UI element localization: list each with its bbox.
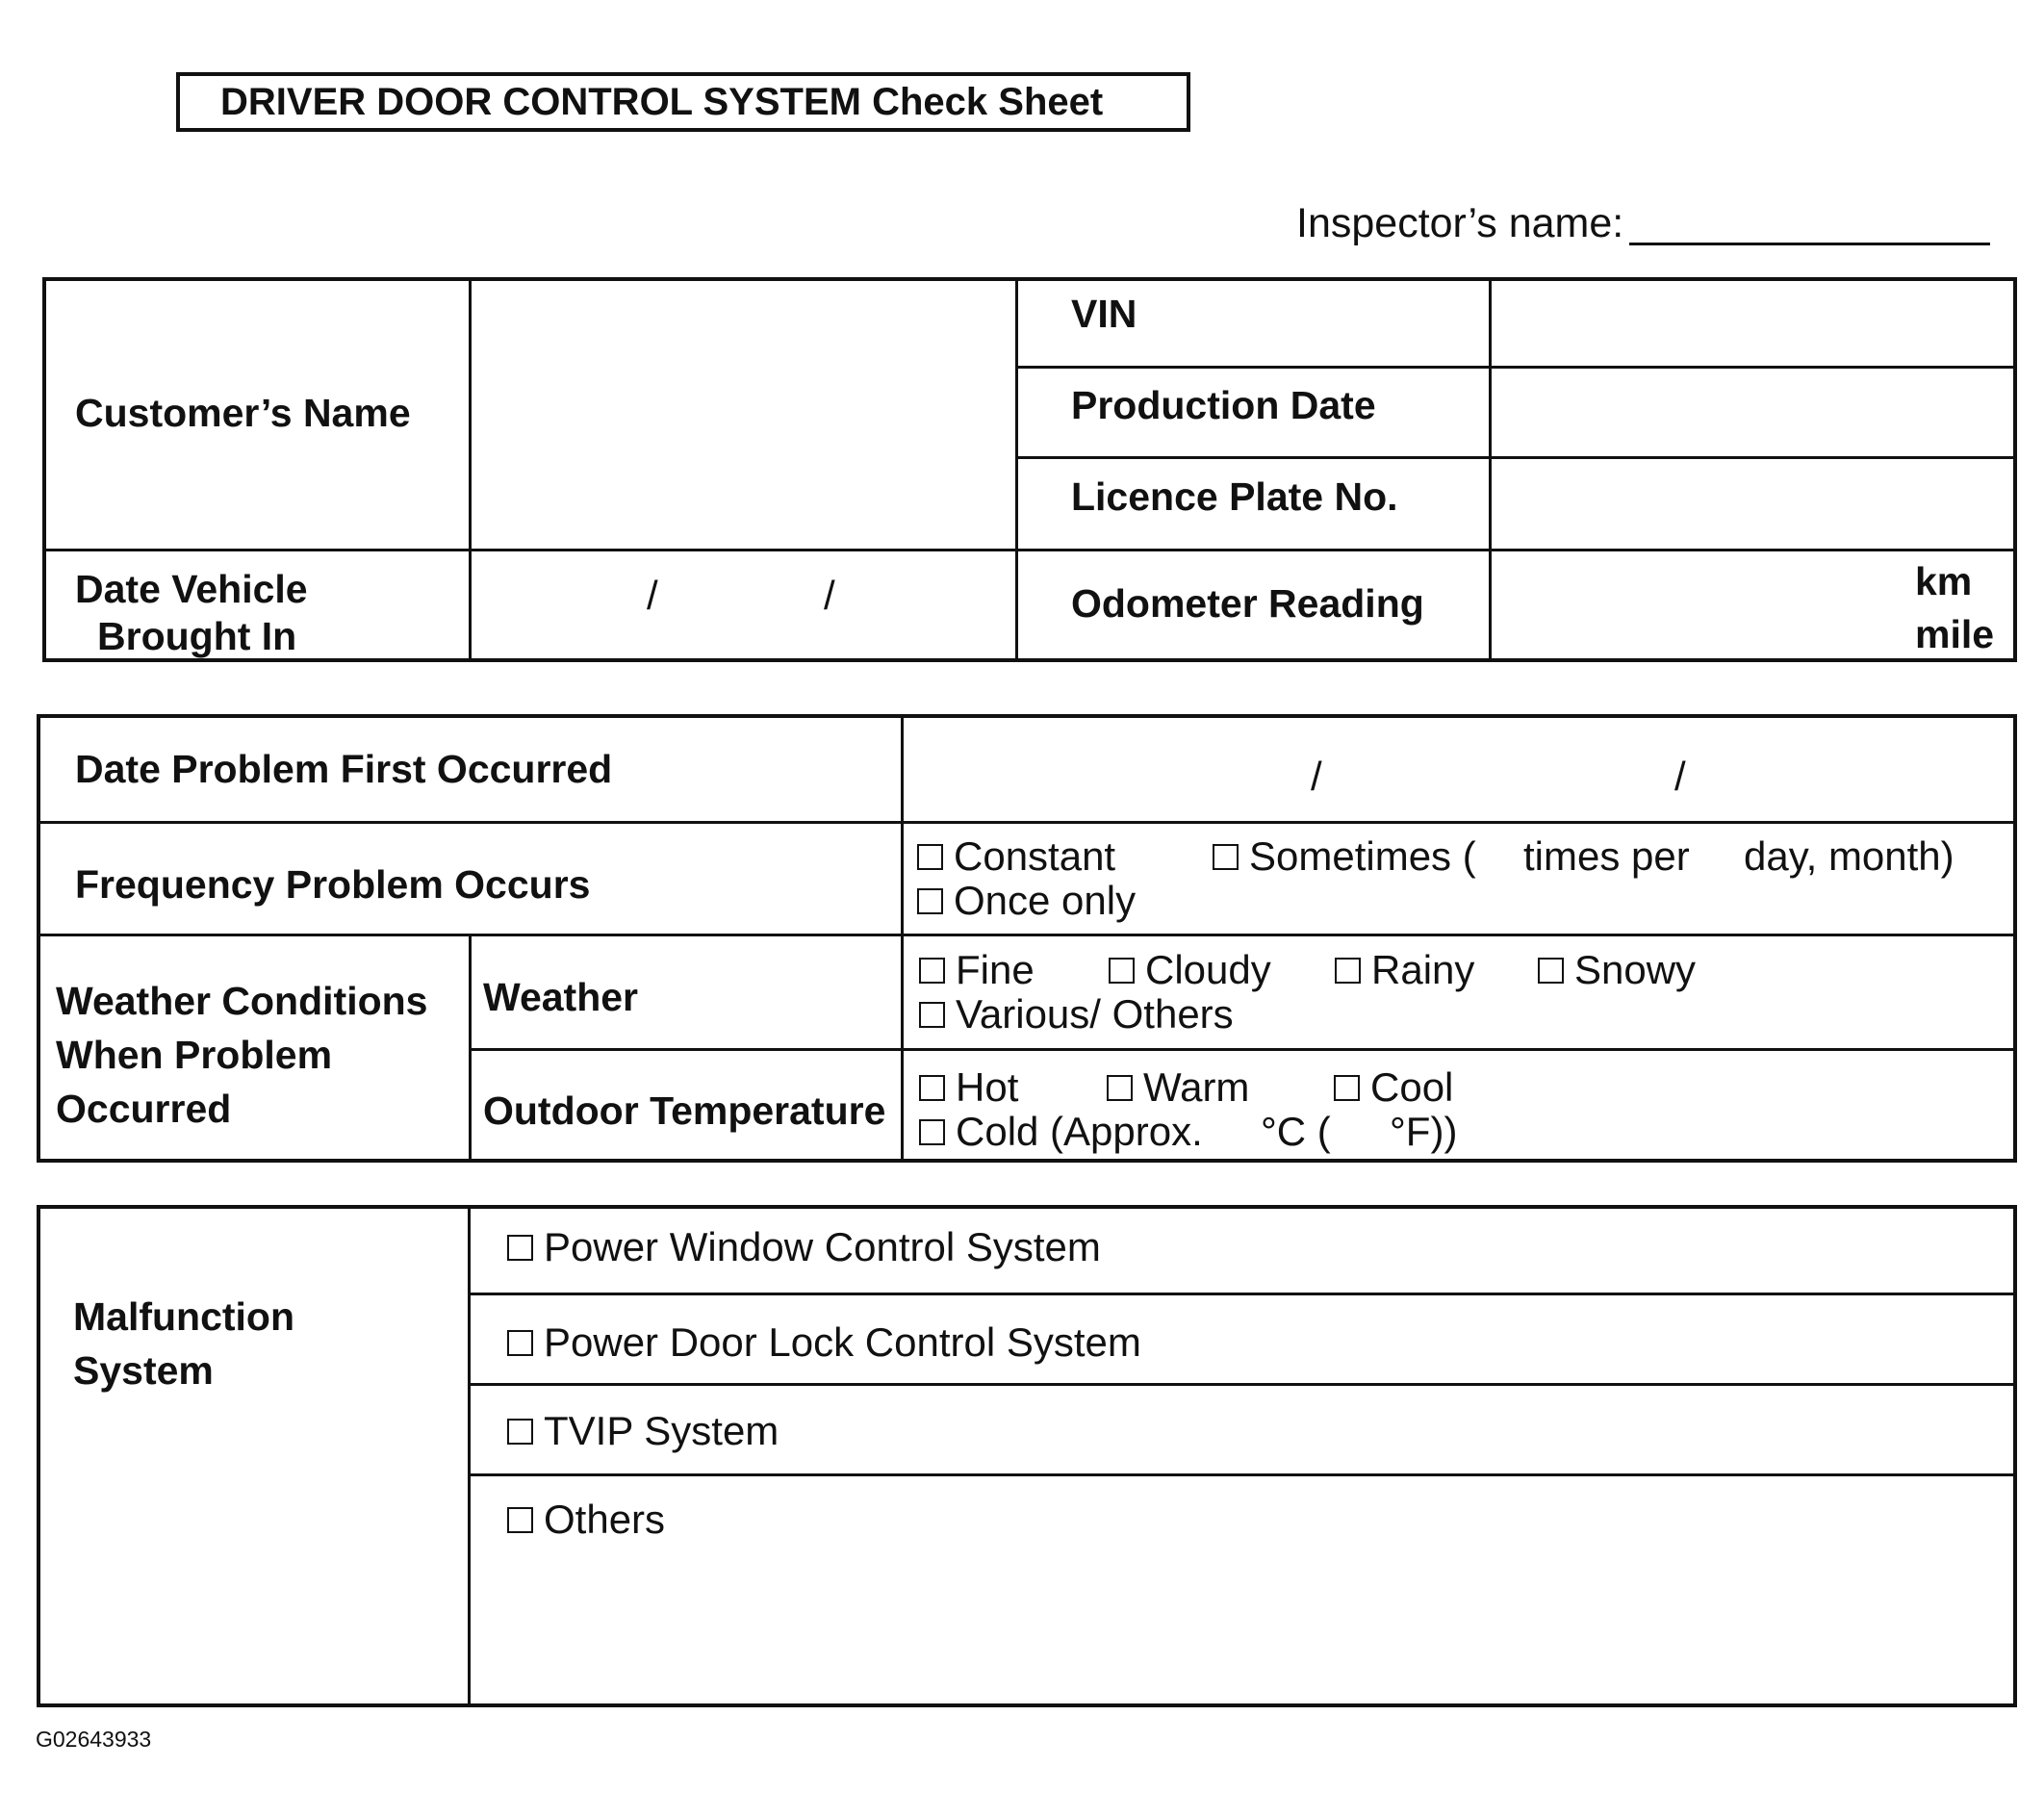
checkbox[interactable] bbox=[1335, 958, 1361, 984]
checkbox[interactable] bbox=[919, 1075, 945, 1101]
unit-mile: mile bbox=[1915, 612, 1995, 656]
weather-fine-option[interactable]: Fine bbox=[919, 947, 1035, 993]
celsius-text: °C ( bbox=[1261, 1109, 1331, 1154]
outdoor-temperature-label: Outdoor Temperature bbox=[483, 1088, 886, 1133]
checkbox[interactable] bbox=[1109, 958, 1135, 984]
date-first-occurred-field[interactable] bbox=[906, 718, 2013, 818]
customers-name-field[interactable] bbox=[473, 281, 1012, 547]
odometer-label: Odometer Reading bbox=[1071, 581, 1424, 626]
temp-hot-option[interactable]: Hot bbox=[919, 1064, 1018, 1111]
frequency-label: Frequency Problem Occurs bbox=[75, 862, 591, 907]
frequency-sometimes-option[interactable]: Sometimes ( bbox=[1213, 833, 1476, 880]
fahrenheit-text: °F)) bbox=[1390, 1109, 1458, 1154]
date-brought-in-label bbox=[75, 566, 308, 660]
checkbox[interactable] bbox=[1213, 844, 1239, 870]
checkbox[interactable] bbox=[919, 958, 945, 984]
temp-warm-option[interactable]: Warm bbox=[1107, 1064, 1249, 1111]
temp-cold-option[interactable]: Cold (Approx. bbox=[919, 1109, 1203, 1155]
checkbox[interactable] bbox=[919, 1119, 945, 1145]
divider bbox=[468, 1473, 2017, 1476]
weather-conditions-label: Weather Conditions When Problem Occurred bbox=[56, 979, 428, 1131]
licence-plate-label: Licence Plate No. bbox=[1071, 474, 1398, 519]
divider bbox=[42, 549, 2017, 551]
malfunction-table bbox=[37, 1205, 2017, 1707]
vin-field[interactable] bbox=[1494, 281, 2013, 364]
malfunction-power-door-lock-option[interactable]: Power Door Lock Control System bbox=[507, 1319, 1141, 1366]
times-per-text: times per bbox=[1523, 833, 1690, 879]
date-separator: / bbox=[1311, 754, 1322, 799]
date-separator: / bbox=[824, 573, 835, 618]
checkbox[interactable] bbox=[507, 1507, 533, 1533]
checkbox[interactable] bbox=[1107, 1075, 1133, 1101]
divider bbox=[901, 714, 904, 1163]
divider bbox=[1015, 456, 2017, 459]
day-month-text: day, month) bbox=[1744, 833, 1955, 879]
date-first-occurred-label: Date Problem First Occurred bbox=[75, 747, 613, 791]
production-date-label: Production Date bbox=[1071, 383, 1376, 427]
weather-various-option[interactable]: Various/ Others bbox=[919, 991, 1234, 1037]
frequency-once-option[interactable]: Once only bbox=[917, 878, 1136, 924]
temp-cool-option[interactable]: Cool bbox=[1334, 1064, 1453, 1111]
checkbox[interactable] bbox=[507, 1419, 533, 1445]
divider bbox=[1489, 277, 1492, 662]
divider bbox=[37, 821, 2017, 824]
checkbox[interactable] bbox=[1334, 1075, 1360, 1101]
divider bbox=[469, 277, 472, 662]
malfunction-power-window-option[interactable]: Power Window Control System bbox=[507, 1224, 1101, 1270]
checkbox[interactable] bbox=[507, 1235, 533, 1261]
divider bbox=[469, 1048, 2017, 1051]
divider bbox=[1015, 366, 2017, 369]
divider bbox=[1015, 277, 1018, 662]
date-separator: / bbox=[1674, 754, 1686, 799]
checkbox[interactable] bbox=[917, 888, 943, 914]
date-separator: / bbox=[647, 573, 658, 618]
divider bbox=[37, 934, 2017, 936]
unit-km: km bbox=[1915, 559, 1973, 603]
checkbox[interactable] bbox=[507, 1330, 533, 1356]
weather-label: Weather bbox=[483, 975, 639, 1019]
checkbox[interactable] bbox=[1538, 958, 1564, 984]
production-date-field[interactable] bbox=[1494, 371, 2013, 454]
malfunction-tvip-option[interactable]: TVIP System bbox=[507, 1408, 779, 1454]
date-brought-in-field[interactable] bbox=[473, 553, 1012, 659]
malfunction-system-label: Malfunction System bbox=[73, 1294, 295, 1393]
checkbox[interactable] bbox=[919, 1002, 945, 1028]
customers-name-label: Customer’s Name bbox=[75, 391, 411, 435]
weather-cloudy-option[interactable]: Cloudy bbox=[1109, 947, 1271, 993]
frequency-constant-option[interactable]: Constant bbox=[917, 833, 1115, 880]
weather-snowy-option[interactable]: Snowy bbox=[1538, 947, 1696, 993]
date-brought-in-line1: Date Vehicle bbox=[75, 567, 308, 611]
malfunction-others-option[interactable]: Others bbox=[507, 1497, 665, 1543]
odometer-field[interactable] bbox=[1494, 553, 1927, 659]
inspector-name-field[interactable] bbox=[1629, 243, 1990, 245]
checkbox[interactable] bbox=[917, 844, 943, 870]
figure-code: G02643933 bbox=[36, 1727, 152, 1752]
sheet-title: DRIVER DOOR CONTROL SYSTEM Check Sheet bbox=[176, 72, 1190, 132]
divider bbox=[468, 1205, 471, 1707]
inspector-name-label: Inspector’s name: bbox=[1296, 200, 1624, 246]
date-brought-in-line2: Brought In bbox=[97, 614, 297, 659]
divider bbox=[468, 1383, 2017, 1386]
licence-plate-field[interactable] bbox=[1494, 461, 2013, 547]
divider bbox=[468, 1293, 2017, 1295]
weather-rainy-option[interactable]: Rainy bbox=[1335, 947, 1474, 993]
vin-label: VIN bbox=[1071, 292, 1137, 336]
